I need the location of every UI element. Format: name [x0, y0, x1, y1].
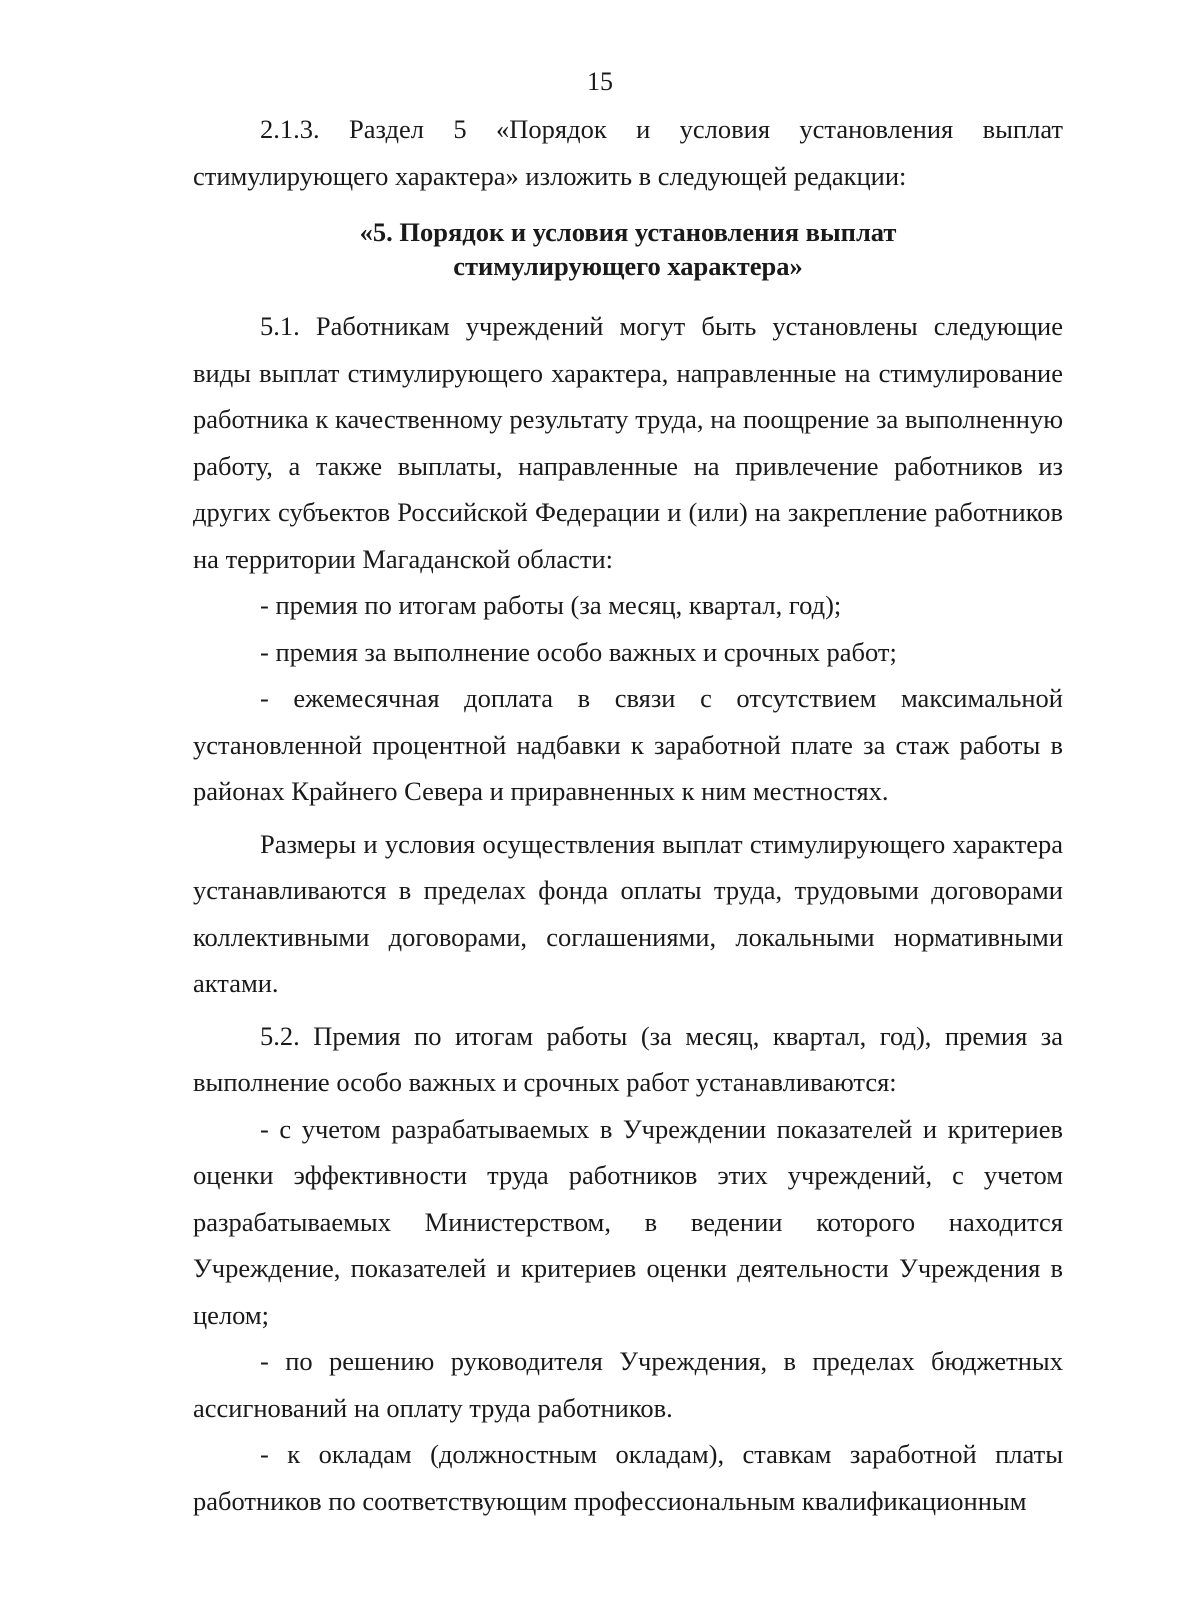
document-body	[193, 106, 1063, 1524]
intro-paragraph: 2.1.3. Раздел 5 «Порядок и условия установления выплат стимулирующего характера» изложить в следующей редакции:	[193, 114, 1063, 191]
paragraph-sizes-conditions: Размеры и условия осуществления выплат стимулирующего характера устанавливаются в пределах фонда оплаты труда, трудовыми договорами коллективными договорами, соглашениями, локальными нормативными актами.	[193, 828, 1063, 998]
section-heading-line-1: «5. Порядок и условия установления выплат	[359, 217, 897, 247]
list-item-director-decision: - по решению руководителя Учреждения, в пределах бюджетных ассигнований на оплату труда работников.	[193, 1346, 1063, 1423]
list-item-bonus-results: - премия по итогам работы (за месяц, квартал, год);	[260, 590, 842, 620]
page-number: 15	[587, 67, 613, 96]
list-item-salaries: - к окладам (должностным окладам), ставкам заработной платы работников по соответствующим профессиональным квалификационным	[193, 1439, 1063, 1516]
paragraph-5-2: 5.2. Премия по итогам работы (за месяц, квартал, год), премия за выполнение особо важных и срочных работ устанавливаются:	[193, 1020, 1063, 1097]
section-heading-line-2: стимулирующего характера»	[453, 251, 803, 281]
section-heading	[193, 215, 1063, 283]
list-item-bonus-urgent-work: - премия за выполнение особо важных и срочных работ;	[260, 636, 897, 667]
paragraph-5-1: 5.1. Работникам учреждений могут быть установлены следующие виды выплат стимулирующего характера, направленные на стимулирование работника к качественному результату труда, на поощрение за выполненную работу, а также выплаты, направленные на привлечение работников из других субъектов Российской Федерации и (или) на закрепление работников на территории Магаданской области:	[193, 311, 1063, 574]
list-item-monthly-supplement: - ежемесячная доплата в связи с отсутствием максимальной установленной процентной надбавки к заработной плате за стаж работы в районах Крайнего Севера и приравненных к ним местностях.	[193, 683, 1063, 806]
list-item-criteria: - с учетом разрабатываемых в Учреждении показателей и критериев оценки эффективности труда работников этих учреждений, с учетом разрабатываемых Министерством, в ведении которого находится Учреждение, показателей и критериев оценки деятельности Учреждения в целом;	[193, 1113, 1063, 1330]
